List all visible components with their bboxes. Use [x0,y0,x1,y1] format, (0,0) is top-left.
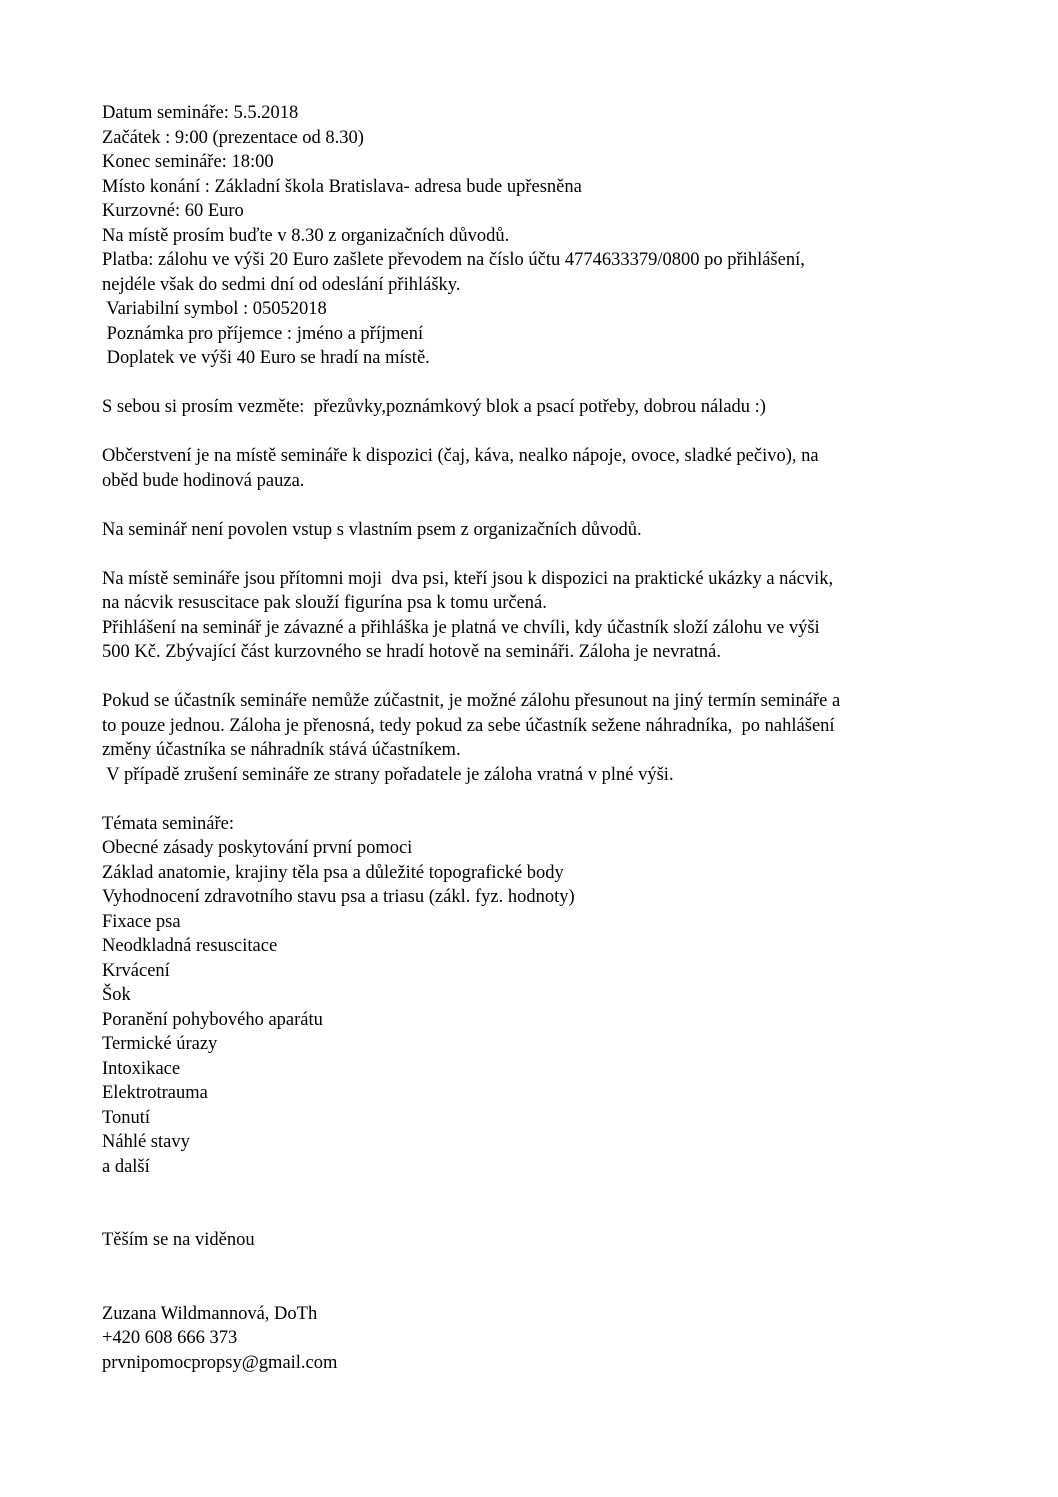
paragraph-line: 500 Kč. Zbývající část kurzovného se hradí hotově na semináři. Záloha je nevratná. [102,642,722,662]
paragraph-line: Přihlášení na seminář je závazné a přihláška je platná ve chvíli, kdy účastník složí zálohu ve výši [102,617,820,638]
topic-item: Termické úrazy [102,1034,218,1054]
arrival-note: Na místě prosím buďte v 8.30 z organizačních důvodů. [102,225,510,246]
signature-phone: +420 608 666 373 [102,1328,238,1348]
bring-paragraph [102,395,982,420]
spacer [102,420,982,445]
paragraph-line: Na seminář není povolen vstup s vlastním psem z organizačních důvodů. [102,519,642,540]
topic-item: Tonutí [102,1107,151,1128]
topic-item: Náhlé stavy [102,1132,190,1152]
seminar-start: Začátek : 9:00 (prezentace od 8.30) [102,127,364,148]
demo-registration-paragraph [102,567,982,665]
paragraph-line: změny účastníka se náhradník stává účastníkem. [102,740,461,760]
paragraph-line: Občerstvení je na místě semináře k dispozici (čaj, káva, nealko nápoje, ovoce, sladké pečivo), na [102,446,819,466]
seminar-fee: Kurzovné: 60 Euro [102,201,244,221]
seminar-end: Konec semináře: 18:00 [102,152,274,172]
spacer [102,665,982,690]
topic-item: Intoxikace [102,1058,181,1079]
spacer [102,493,982,518]
spacer [102,542,982,567]
topics-heading: Témata semináře: [102,813,235,834]
topic-item: Poranění pohybového aparátu [102,1009,323,1030]
closing-line: Těším se na viděnou [102,1230,255,1250]
topic-item: Základ anatomie, krajiny těla psa a důležité topografické body [102,862,564,883]
seminar-venue: Místo konání : Základní škola Bratislava- adresa bude upřesněna [102,176,582,197]
refreshments-paragraph [102,444,982,493]
topic-item: Obecné zásady poskytování první pomoci [102,838,413,858]
paragraph-line: to pouze jednou. Záloha je přenosná, tedy pokud za sebe účastník sežene náhradníka, po nahlášení [102,715,835,736]
topic-item: a další [102,1156,150,1177]
variable-symbol: Variabilní symbol : 05052018 [102,299,327,319]
seminar-date: Datum semináře: 5.5.2018 [102,103,299,123]
paragraph-line: Pokud se účastník semináře nemůže zúčastnit, je možné zálohu přesunout na jiný termín semináře a [102,691,841,711]
document-page [102,101,982,1375]
topic-item: Šok [102,985,131,1005]
topic-item: Neodkladná resuscitace [102,936,278,956]
topic-item: Fixace psa [102,911,181,932]
payee-note: Poznámka pro příjemce : jméno a příjmení [102,323,424,344]
surcharge-note: Doplatek ve výši 40 Euro se hradí na místě. [102,348,430,368]
spacer [102,1179,982,1228]
payment-line-2: nejdéle však do sedmi dní od odeslání přihlášky. [102,274,461,295]
topic-item: Elektrotrauma [102,1083,208,1103]
signature-email: prvnipomocpropsy@gmail.com [102,1352,338,1373]
signature-name: Zuzana Wildmannová, DoTh [102,1303,318,1324]
dogs-policy-paragraph [102,518,982,543]
topic-item: Vyhodnocení zdravotního stavu psa a triasu (zákl. fyz. hodnoty) [102,887,575,907]
payment-line-1: Platba: zálohu ve výši 20 Euro zašlete převodem na číslo účtu 4774633379/0800 po přihlášení, [102,250,805,270]
topic-item: Krvácení [102,960,170,981]
spacer [102,371,982,396]
paragraph-line: Na místě semináře jsou přítomni moji dva psi, kteří jsou k dispozici na praktické ukázky a nácvik, [102,568,834,589]
signature-block [102,1302,982,1376]
paragraph-line: na nácvik resuscitace pak slouží figurína psa k tomu určená. [102,593,547,613]
spacer [102,787,982,812]
topics-section [102,812,982,1180]
spacer [102,1253,982,1302]
paragraph-line: S sebou si prosím vezměte: přezůvky,poznámkový blok a psací potřeby, dobrou náladu :) [102,397,766,417]
paragraph-line: V případě zrušení semináře ze strany pořadatele je záloha vratná v plné výši. [102,764,674,785]
paragraph-line: oběd bude hodinová pauza. [102,470,305,491]
seminar-info-block [102,101,982,371]
cancellation-paragraph [102,689,982,787]
